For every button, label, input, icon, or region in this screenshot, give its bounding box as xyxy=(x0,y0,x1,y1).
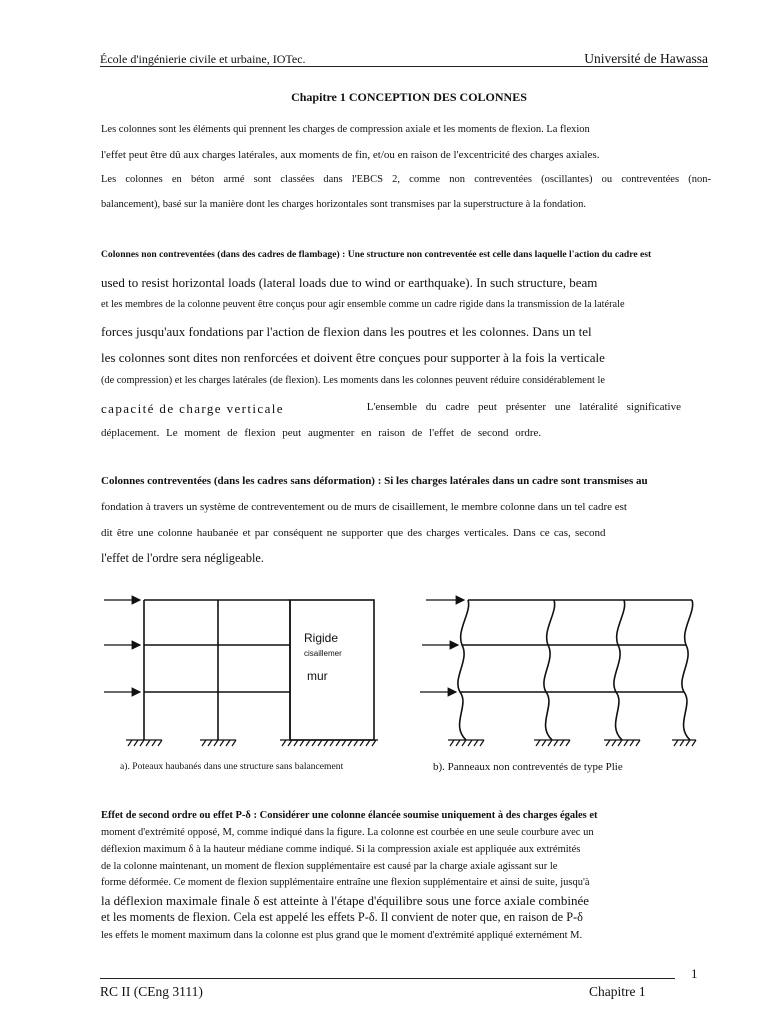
pdelta-line-3: déflexion maximum δ à la hauteur médiane comme indiqué. Si la compression axiale est appliquée aux extrémités xyxy=(101,844,581,855)
ground-support xyxy=(672,740,696,746)
wall-label-wall: mur xyxy=(307,669,328,683)
unbraced-line-3: et les membres de la colonne peuvent être conçus pour agir ensemble comme un cadre rigide dans la transmission de la latérale xyxy=(101,299,625,310)
page-number: 1 xyxy=(691,966,698,981)
page-title: Chapitre 1 CONCEPTION DES COLONNES xyxy=(291,90,527,104)
footer-rule xyxy=(100,978,675,979)
footer-chapter: Chapitre 1 xyxy=(589,984,646,999)
braced-frame-diagram xyxy=(104,600,378,746)
unbraced-line-7a: capacité de charge verticale xyxy=(101,401,284,416)
unbraced-frame-diagram xyxy=(420,600,696,746)
unbraced-line-6: (de compression) et les charges latérales (de flexion). Les moments dans les colonnes peuvent réduire considérablement le xyxy=(101,375,605,386)
unbraced-line-1-rest: Une structure non contreventée est celle dans laquelle l'action du cadre est xyxy=(347,249,652,260)
pdelta-line-4: de la colonne maintenant, un moment de flexion supplémentaire est causé par la charge axiale agissant sur le xyxy=(101,861,558,872)
sway-column xyxy=(614,600,625,740)
pdelta-line-2: moment d'extrémité opposé, M, comme indiqué dans la figure. La colonne est courbée en une seule courbure avec un xyxy=(101,827,594,838)
intro-line-1: Les colonnes sont les éléments qui prennent les charges de compression axiale et les moments de flexion. La flexion xyxy=(101,124,590,135)
unbraced-line-2: used to resist horizontal loads (lateral loads due to wind or earthquake). In such structure, beam xyxy=(101,275,598,290)
ground-support xyxy=(200,740,236,746)
unbraced-heading: Colonnes non contreventées (dans des cadres de flambage) : xyxy=(101,249,346,260)
wall-label-shear: cisaillemer xyxy=(304,649,342,658)
sway-column xyxy=(544,600,555,740)
pdelta-line-1: Effet de second ordre ou effet P-δ : Considérer une colonne élancée soumise uniquement à des charges égales et xyxy=(101,810,598,821)
pdelta-line-6: la déflexion maximale finale δ est atteinte à l'étape d'équilibre sous une force axiale combinée xyxy=(101,893,589,908)
unbraced-line-5: les colonnes sont dites non renforcées et doivent être conçues pour supporter à la fois la verticale xyxy=(101,350,605,365)
ground-support xyxy=(126,740,162,746)
frame-figure xyxy=(100,590,700,755)
sway-column xyxy=(458,600,469,740)
braced-line-2: fondation à travers un système de contreventement ou de murs de cisaillement, le membre colonne dans un tel cadre est xyxy=(101,501,627,513)
shear-wall xyxy=(290,600,374,740)
unbraced-line-7b: L'ensemble du cadre peut présenter une latéralité significative xyxy=(366,401,681,413)
wall-label-rigid: Rigide xyxy=(304,631,339,645)
intro-line-4: balancement), basé sur la manière dont les charges horizontales sont transmises par la superstructure à la fondation. xyxy=(101,199,586,210)
unbraced-line-4: forces jusqu'aux fondations par l'action de flexion dans les poutres et les colonnes. Dans un tel xyxy=(101,324,592,339)
header-university: Université de Hawassa xyxy=(584,51,708,66)
ground-support xyxy=(534,740,570,746)
braced-line-1: Colonnes contreventées (dans les cadres sans déformation) : Si les charges latérales dans un cadre sont transmises au xyxy=(101,475,648,487)
ground-support xyxy=(604,740,640,746)
intro-line-2: l'effet peut être dû aux charges latérales, aux moments de fin, et/ou en raison de l'excentricité des charges axiales. xyxy=(101,149,600,161)
footer-course: RC II (CEng 3111) xyxy=(100,984,203,999)
braced-line-3: dit être une colonne haubanée et par conséquent ne supporter que des charges verticales. Dans ce cas, second xyxy=(101,527,606,539)
ground-support xyxy=(280,740,378,746)
unbraced-line-8: déplacement. Le moment de flexion peut augmenter en raison de l'effet de second ordre. xyxy=(101,427,542,439)
header-rule xyxy=(100,66,708,67)
header-school: École d'ingénierie civile et urbaine, IOTec. xyxy=(100,52,306,66)
unbraced-line-1 xyxy=(101,249,651,260)
pdelta-line-5: forme déformée. Ce moment de flexion supplémentaire entraîne une flexion supplémentaire et ainsi de suite, jusqu'à xyxy=(101,877,590,888)
figure-caption-b: b). Panneaux non contreventés de type Plie xyxy=(433,761,623,773)
figure-caption-a: a). Poteaux haubanés dans une structure sans balancement xyxy=(120,761,344,772)
sway-column xyxy=(682,600,693,740)
braced-line-4: l'effet de l'ordre sera négligeable. xyxy=(101,551,264,565)
pdelta-line-8: les effets le moment maximum dans la colonne est plus grand que le moment d'extrémité appliqué externément M. xyxy=(101,930,583,941)
ground-support xyxy=(448,740,484,746)
intro-line-3: Les colonnes en béton armé sont classées dans l'EBCS 2, comme non contreventées (oscillantes) ou contreventées (non- xyxy=(101,174,711,185)
unbraced-line-7 xyxy=(101,401,681,417)
pdelta-line-7: et les moments de flexion. Cela est appelé les effets P-δ. Il convient de noter que, en raison de P-δ xyxy=(101,910,583,924)
